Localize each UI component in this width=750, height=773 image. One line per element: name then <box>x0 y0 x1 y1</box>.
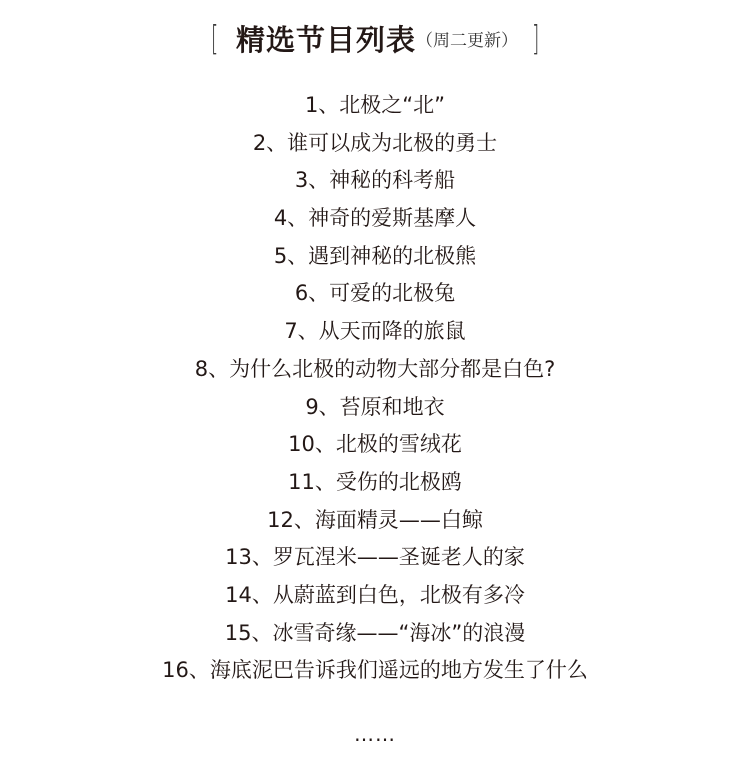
program-item: 16、海底泥巴告诉我们遥远的地方发生了什么 <box>162 658 588 683</box>
right-bracket: ] <box>532 18 540 59</box>
list-header <box>0 18 750 59</box>
program-list <box>0 87 750 690</box>
program-item: 15、冰雪奇缘——“海冰”的浪漫 <box>224 620 526 645</box>
program-item: 5、遇到神秘的北极熊 <box>273 243 477 268</box>
page-title: 精选节目列表 <box>235 23 416 57</box>
program-item: 14、从蔚蓝到白色，北极有多冷 <box>225 582 525 607</box>
program-item: 6、可爱的北极兔 <box>294 281 456 306</box>
program-item: 13、罗瓦涅米——圣诞老人的家 <box>225 545 525 570</box>
program-item: 2、谁可以成为北极的勇士 <box>252 130 498 155</box>
program-item: 1、北极之“北” <box>304 93 446 117</box>
program-item: 7、从天而降的旅鼠 <box>284 319 466 344</box>
program-item: 12、海面精灵——白鲸 <box>267 507 483 532</box>
update-note: （周二更新） <box>416 31 518 51</box>
program-item: 10、北极的雪绒花 <box>288 432 462 457</box>
left-bracket: [ <box>210 18 218 59</box>
program-item: 3、神秘的科考船 <box>294 168 456 193</box>
program-item: 8、为什么北极的动物大部分都是白色? <box>194 356 556 381</box>
more-ellipsis: …… <box>354 722 396 746</box>
program-item: 9、苔原和地衣 <box>305 394 445 419</box>
program-item: 4、神奇的爱斯基摩人 <box>273 206 477 231</box>
program-item: 11、受伤的北极鸥 <box>288 469 462 494</box>
